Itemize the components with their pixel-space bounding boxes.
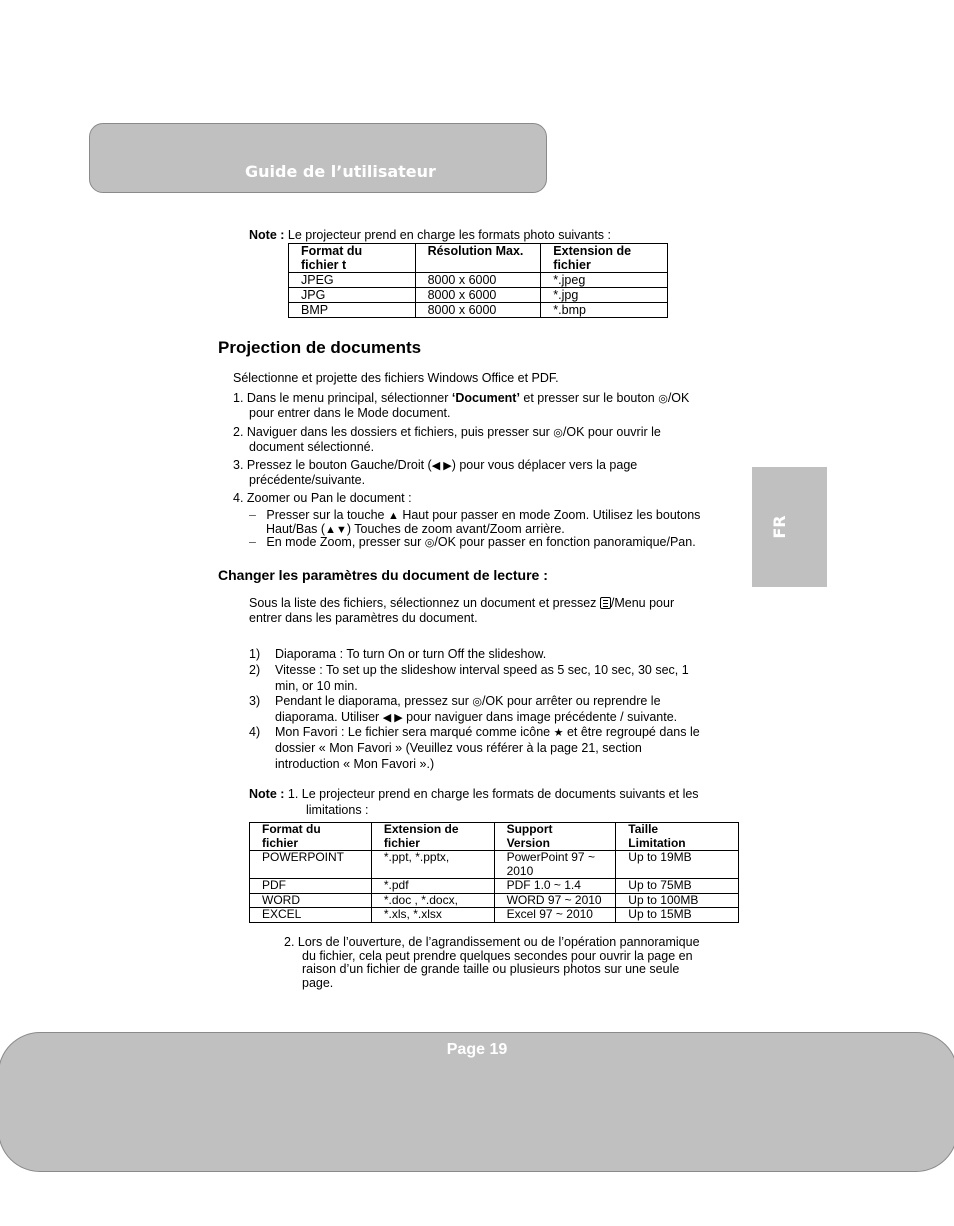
table-row xyxy=(250,908,739,923)
table-header-row xyxy=(289,244,668,273)
section-title-params: Changer les paramètres du document de lecture : xyxy=(218,567,548,583)
up-arrow-icon: ▲ xyxy=(387,510,399,522)
params-item-4-cont: dossier « Mon Favori » (Veuillez vous référer à la page 21, section xyxy=(275,741,642,755)
table-header-cell: Support Version xyxy=(494,823,616,851)
table-cell: *.bmp xyxy=(541,303,668,318)
left-right-arrows-icon: ◀ ▶ xyxy=(431,460,452,472)
table-cell: Up to 19MB xyxy=(616,851,739,879)
table-row xyxy=(289,273,668,288)
table-header-cell: Extension de fichier xyxy=(541,244,668,273)
table-cell: 8000 x 6000 xyxy=(415,288,541,303)
ok-button-icon: ◎ xyxy=(472,696,482,708)
table-cell: Excel 97 ~ 2010 xyxy=(494,908,616,923)
table-cell: *.doc , *.docx, xyxy=(371,893,494,908)
note-label: Note : xyxy=(249,228,285,242)
table-header-cell: Extension de fichier xyxy=(371,823,494,851)
params-item-3: Pendant le diaporama, pressez sur ◎/OK pour arrêter ou reprendre le xyxy=(275,694,661,708)
projection-step-1: 1. Dans le menu principal, sélectionner ‘Document’ et presser sur le bouton ◎/OK xyxy=(233,391,690,405)
table-cell: POWERPOINT xyxy=(250,851,372,879)
params-item-1-num: 1) xyxy=(249,647,261,661)
header-tab xyxy=(89,123,547,193)
projection-step-3-cont: précédente/suivante. xyxy=(249,473,366,487)
params-item-3-cont: diaporama. Utiliser ◀ ▶ pour naviguer dans image précédente / suivante. xyxy=(275,710,678,724)
table-cell: WORD 97 ~ 2010 xyxy=(494,893,616,908)
params-item-2-num: 2) xyxy=(249,663,261,677)
table-cell: 8000 x 6000 xyxy=(415,273,541,288)
table-row xyxy=(250,893,739,908)
up-down-arrows-icon: ▲▼ xyxy=(325,524,347,536)
table-header-cell: Format du fichier t xyxy=(289,244,416,273)
table-header-cell: Résolution Max. xyxy=(415,244,541,273)
table-row xyxy=(289,303,668,318)
page-number: Page 19 xyxy=(446,1041,508,1058)
table-cell: *.pdf xyxy=(371,879,494,894)
table-cell: PowerPoint 97 ~ 2010 xyxy=(494,851,616,879)
table-header-cell: Format du fichier xyxy=(250,823,372,851)
table-cell: *.jpg xyxy=(541,288,668,303)
projection-step-2-cont: document sélectionné. xyxy=(249,440,375,454)
projection-step-3: 3. Pressez le bouton Gauche/Droit (◀ ▶) pour vous déplacer vers la page xyxy=(233,458,638,472)
table-cell: JPG xyxy=(289,288,416,303)
params-intro: Sous la liste des fichiers, sélectionnez un document et pressez /Menu pour xyxy=(249,596,675,610)
note-document-formats xyxy=(249,787,699,802)
params-item-3-num: 3) xyxy=(249,694,261,708)
table-row xyxy=(289,288,668,303)
table-cell: BMP xyxy=(289,303,416,318)
params-item-4-cont2: introduction « Mon Favori ».) xyxy=(275,757,435,771)
photo-formats-table xyxy=(288,243,668,318)
projection-intro: Sélectionne et projette des fichiers Windows Office et PDF. xyxy=(233,371,559,385)
language-label: FR xyxy=(770,515,789,539)
table-cell: PDF 1.0 ~ 1.4 xyxy=(494,879,616,894)
params-item-2: Vitesse : To set up the slideshow interval speed as 5 sec, 10 sec, 30 sec, 1 xyxy=(275,663,689,677)
table-cell: 8000 x 6000 xyxy=(415,303,541,318)
ok-button-icon: ◎ xyxy=(424,537,435,549)
table-cell: Up to 100MB xyxy=(616,893,739,908)
note-text: Le projecteur prend en charge les formats photo suivants : xyxy=(287,228,612,242)
table-cell: JPEG xyxy=(289,273,416,288)
left-right-arrows-icon: ◀ ▶ xyxy=(382,712,403,724)
projection-bullet-1-cont: Haut/Bas (▲▼) Touches de zoom avant/Zoom arrière. xyxy=(266,522,565,536)
note-photo-formats xyxy=(249,228,611,243)
table-cell: Up to 15MB xyxy=(616,908,739,923)
document-formats-table xyxy=(249,822,739,923)
table-row xyxy=(250,879,739,894)
note-text: 1. Le projecteur prend en charge les formats de documents suivants et les xyxy=(287,787,699,801)
table-cell: PDF xyxy=(250,879,372,894)
table-cell: EXCEL xyxy=(250,908,372,923)
params-intro-cont: entrer dans les paramètres du document. xyxy=(249,611,478,625)
ok-button-icon: ◎ xyxy=(658,393,668,405)
note-label: Note : xyxy=(249,787,285,801)
projection-step-1-cont: pour entrer dans le Mode document. xyxy=(249,406,451,420)
note-item-2: 2. Lors de l’ouverture, de l’agrandissement ou de l’opération pannoramique du fichier, cela peut prendre quelques secondes pour ouvrir la page en raison d’un fichier de grande taille ou plusieurs photos sur une seule page. xyxy=(284,935,700,990)
section-title-projection: Projection de documents xyxy=(218,338,422,357)
projection-step-4: 4. Zoomer ou Pan le document : xyxy=(233,491,412,505)
star-icon: ★ xyxy=(553,727,564,739)
table-cell: Up to 75MB xyxy=(616,879,739,894)
params-item-1: Diaporama : To turn On or turn Off the slideshow. xyxy=(275,647,547,661)
params-item-4-num: 4) xyxy=(249,725,261,739)
projection-bullet-2: – En mode Zoom, presser sur ◎/OK pour passer en fonction panoramique/Pan. xyxy=(249,535,696,549)
table-cell: *.ppt, *.pptx, xyxy=(371,851,494,879)
table-cell: *.jpeg xyxy=(541,273,668,288)
table-row xyxy=(250,851,739,879)
header-title: Guide de l’utilisateur xyxy=(245,162,436,181)
note-text-cont: limitations : xyxy=(306,803,369,817)
params-item-4: Mon Favori : Le fichier sera marqué comme icône ★ et être regroupé dans le xyxy=(275,725,700,739)
table-cell: *.xls, *.xlsx xyxy=(371,908,494,923)
table-header-row xyxy=(250,823,739,851)
ok-button-icon: ◎ xyxy=(553,427,563,439)
params-item-2-cont: min, or 10 min. xyxy=(275,679,358,693)
table-header-cell: Taille Limitation xyxy=(616,823,739,851)
projection-bullet-1: – Presser sur la touche ▲ Haut pour passer en mode Zoom. Utilisez les boutons xyxy=(249,508,701,522)
menu-icon xyxy=(600,597,611,609)
table-cell: WORD xyxy=(250,893,372,908)
projection-step-2: 2. Naviguer dans les dossiers et fichiers, puis presser sur ◎/OK pour ouvrir le xyxy=(233,425,661,439)
